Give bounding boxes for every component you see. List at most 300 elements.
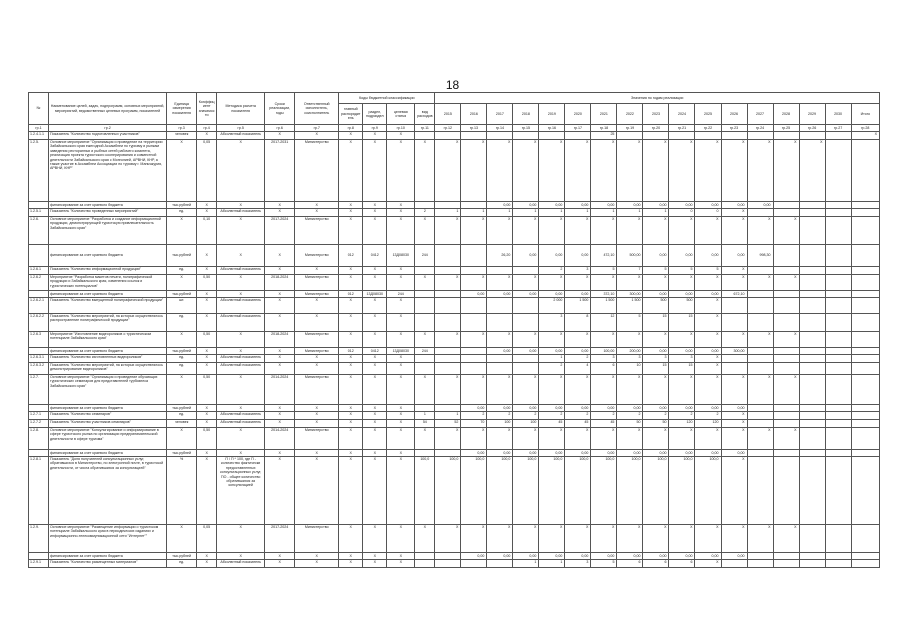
table-cell: Х (339, 298, 363, 314)
table-cell: 100,0 (513, 457, 539, 525)
table-cell (773, 457, 799, 525)
table-cell: Х (435, 140, 461, 202)
table-cell: Х (217, 405, 265, 412)
table-cell: 0,00 (513, 202, 539, 209)
column-number: гр.27 (825, 125, 851, 132)
table-cell: 0,00 (461, 405, 487, 412)
table-cell (461, 267, 487, 275)
row-number-cell (29, 291, 49, 298)
table-cell: 1 (617, 209, 643, 217)
table-cell: Х (617, 275, 643, 291)
table-cell (851, 275, 879, 291)
table-cell: Х (721, 457, 747, 525)
table-cell: 1 500 (617, 298, 643, 314)
table-cell: 100,0 (565, 457, 591, 525)
table-cell (435, 348, 461, 355)
table-cell: 45 (591, 420, 617, 428)
table-cell (461, 348, 487, 355)
table-cell: Х (695, 275, 721, 291)
table-cell (799, 363, 825, 375)
column-number: гр.18 (591, 125, 617, 132)
table-cell: Х (167, 332, 197, 348)
table-cell: Х (669, 375, 695, 405)
table-cell: 0,00 (591, 450, 617, 457)
table-cell: 13Д08030 (387, 245, 415, 267)
table-cell: Х (591, 525, 617, 553)
row-name-cell: Показатель "Количество информационной продукции" (49, 267, 167, 275)
table-cell (799, 348, 825, 355)
table-cell: Х (643, 217, 669, 245)
table-cell: 0,00 (513, 553, 539, 560)
table-cell: человек (167, 132, 197, 140)
header-number: № (29, 93, 49, 125)
table-cell (435, 267, 461, 275)
column-number: гр.5 (217, 125, 265, 132)
table-cell: Х (197, 267, 217, 275)
column-number: гр.4 (197, 125, 217, 132)
table-cell (825, 209, 851, 217)
table-cell: Х (363, 267, 387, 275)
table-cell: Х (265, 405, 295, 412)
table-cell: 0,00 (617, 405, 643, 412)
row-name-cell: финансирование за счет краевого бюджета (49, 245, 167, 267)
table-cell: 100,0 (461, 457, 487, 525)
table-cell: 0,00 (721, 450, 747, 457)
table-cell: Х (591, 217, 617, 245)
table-cell: Х (513, 275, 539, 291)
table-cell: Х (747, 332, 773, 348)
row-name-cell: Основное мероприятие "Консультирование и информирование в сфере туристского рынка по организации предпринимательской деятельности в сфере туризма" (49, 428, 167, 450)
table-cell: 0,00 (565, 291, 591, 298)
table-cell: 0,00 (487, 553, 513, 560)
table-cell: 1 (565, 209, 591, 217)
table-row (29, 209, 880, 217)
table-cell (539, 132, 565, 140)
table-cell: 45 (565, 420, 591, 428)
table-row (29, 428, 880, 450)
row-name-cell: Основное мероприятие "Организация и проведение обучающих туристических семинаров для представителей турбизнеса Забайкальского края" (49, 375, 167, 405)
table-cell: Х (591, 140, 617, 202)
table-cell: 0,00 (539, 553, 565, 560)
row-name-cell: финансирование за счет краевого бюджета (49, 450, 167, 457)
table-cell: Х (363, 275, 387, 291)
table-cell: Министерство (295, 525, 339, 553)
table-cell (415, 553, 435, 560)
table-cell: Х (565, 275, 591, 291)
table-cell: % (167, 457, 197, 525)
table-cell (799, 412, 825, 420)
table-cell: Х (197, 202, 217, 209)
table-cell: 0,00 (539, 245, 565, 267)
table-cell: Х (265, 245, 295, 267)
table-cell: Х (295, 209, 339, 217)
table-cell: 45 (539, 420, 565, 428)
table-cell: Х (721, 332, 747, 348)
table-cell: 0,00 (643, 202, 669, 209)
table-cell: Х (363, 412, 387, 420)
table-cell: Х (363, 314, 387, 332)
table-cell (799, 314, 825, 332)
table-cell (669, 132, 695, 140)
table-cell: Х (747, 428, 773, 450)
column-number: гр.12 (435, 125, 461, 132)
table-cell: Х (217, 291, 265, 298)
table-cell: Х (363, 457, 387, 525)
table-cell (461, 202, 487, 209)
table-cell: Х (387, 428, 415, 450)
table-cell: Х (695, 428, 721, 450)
table-cell: 0,00 (669, 202, 695, 209)
page-number: 18 (445, 78, 460, 92)
table-cell: Абсолютный показатель (217, 363, 265, 375)
table-cell: Х (295, 355, 339, 363)
table-cell: Абсолютный показатель (217, 420, 265, 428)
header-year: 2028 (773, 104, 799, 125)
column-number: гр.11 (415, 125, 435, 132)
table-cell: 500 (643, 298, 669, 314)
table-cell (825, 348, 851, 355)
table-cell: Х (363, 450, 387, 457)
table-cell: 2 (591, 412, 617, 420)
table-cell: Х (339, 332, 363, 348)
table-cell (799, 267, 825, 275)
table-cell (747, 560, 773, 568)
table-cell: 0,00 (513, 348, 539, 355)
table-cell: Х (747, 140, 773, 202)
table-cell: 1 (539, 355, 565, 363)
header-total: Итого (851, 104, 879, 125)
table-cell: 2 (539, 412, 565, 420)
table-row (29, 140, 880, 202)
table-cell: 0,00 (539, 348, 565, 355)
table-cell: 0,00 (695, 245, 721, 267)
table-cell: 3 (669, 355, 695, 363)
table-cell: 54 (415, 420, 435, 428)
table-cell (799, 209, 825, 217)
table-cell: Х (721, 267, 747, 275)
table-cell: Х (217, 348, 265, 355)
row-number-cell: 1.2.7.1 (29, 412, 49, 420)
table-cell: Х (217, 140, 265, 202)
table-cell (415, 202, 435, 209)
table-cell (851, 553, 879, 560)
table-cell: Х (721, 217, 747, 245)
table-cell: Х (295, 314, 339, 332)
table-cell (851, 217, 879, 245)
table-cell: Х (415, 332, 435, 348)
table-cell: Х (591, 428, 617, 450)
table-cell (435, 298, 461, 314)
table-cell: 6 (643, 560, 669, 568)
table-cell: 0,00 (695, 291, 721, 298)
table-cell: Х (197, 412, 217, 420)
table-cell (415, 298, 435, 314)
table-cell (799, 217, 825, 245)
column-number: гр.10 (387, 125, 415, 132)
table-cell (415, 450, 435, 457)
table-cell: 2014-2024 (265, 428, 295, 450)
table-cell: 1 (461, 209, 487, 217)
row-number-cell: 1.2.8.1 (29, 457, 49, 525)
table-cell: Х (387, 217, 415, 245)
row-name-cell: Показатель "Количество подготовленных участников" (49, 132, 167, 140)
table-cell: 0,00 (591, 202, 617, 209)
table-cell (435, 291, 461, 298)
table-cell (799, 405, 825, 412)
table-cell: Х (461, 525, 487, 553)
table-cell: 3 (617, 355, 643, 363)
table-cell: Х (695, 140, 721, 202)
table-cell: Министерство (295, 140, 339, 202)
column-number: гр.7 (295, 125, 339, 132)
table-cell (825, 355, 851, 363)
table-cell: Х (295, 405, 339, 412)
row-name-cell: Показатель "Количество семинаров" (49, 412, 167, 420)
table-cell: 500 (669, 298, 695, 314)
table-cell: 5 (591, 560, 617, 568)
table-cell: 0,00 (643, 405, 669, 412)
header-section: раздел, подраздел (363, 104, 387, 125)
table-cell: Х (387, 450, 415, 457)
table-cell: Х (435, 525, 461, 553)
table-cell: 100,0 (669, 457, 695, 525)
header-name: Наименование целей, задач, подпрограмм, основных мероприятий, мероприятий, ведомственных целевых программ, показателей (49, 93, 167, 125)
table-cell: Х (167, 275, 197, 291)
table-cell: 2 (565, 412, 591, 420)
table-cell: 372,10 (591, 291, 617, 298)
table-cell: Х (415, 140, 435, 202)
table-cell: 0,00 (565, 348, 591, 355)
table-cell (747, 457, 773, 525)
table-cell: Х (197, 420, 217, 428)
table-cell: Абсолютный показатель (217, 560, 265, 568)
table-cell: 100,0 (487, 457, 513, 525)
table-cell (825, 132, 851, 140)
table-cell: 1 (513, 209, 539, 217)
table-cell: 13Д08030 (387, 348, 415, 355)
column-number: гр.19 (617, 125, 643, 132)
header-year: 2026 (721, 104, 747, 125)
table-cell (851, 202, 879, 209)
table-cell (851, 332, 879, 348)
table-cell (565, 132, 591, 140)
table-cell: Х (339, 275, 363, 291)
table-cell: 6 (617, 560, 643, 568)
table-cell (825, 553, 851, 560)
table-cell (773, 202, 799, 209)
table-cell: 0,00 (565, 202, 591, 209)
table-cell (415, 132, 435, 140)
table-cell: Х (435, 332, 461, 348)
table-cell (461, 132, 487, 140)
table-cell: 0,00 (565, 553, 591, 560)
table-cell (773, 450, 799, 457)
table-cell: Х (387, 355, 415, 363)
table-cell (773, 267, 799, 275)
table-cell: 0,00 (461, 553, 487, 560)
table-cell: 0,00 (669, 291, 695, 298)
table-cell: ед. (167, 355, 197, 363)
table-cell (721, 560, 747, 568)
table-cell: 0,00 (513, 405, 539, 412)
table-cell: Х (435, 275, 461, 291)
table-cell: 300,00 (721, 348, 747, 355)
table-cell: Х (415, 217, 435, 245)
table-cell: Х (197, 314, 217, 332)
table-cell: Х (197, 553, 217, 560)
table-cell: Х (669, 332, 695, 348)
table-cell: 5 (643, 267, 669, 275)
row-number-cell (29, 450, 49, 457)
table-cell: 0,00 (721, 245, 747, 267)
table-cell: 15 (669, 363, 695, 375)
table-cell: Х (435, 217, 461, 245)
table-cell: 012 (339, 245, 363, 267)
table-cell: Х (217, 450, 265, 457)
table-cell: 0 (695, 209, 721, 217)
table-cell (773, 412, 799, 420)
table-cell: Министерство (295, 428, 339, 450)
column-number: гр.3 (167, 125, 197, 132)
table-cell: 0,00 (487, 291, 513, 298)
table-cell (851, 560, 879, 568)
table-cell (513, 298, 539, 314)
column-number: гр.24 (747, 125, 773, 132)
table-cell: 0,00 (695, 202, 721, 209)
table-cell: 0412 (363, 348, 387, 355)
header-expense-type: вид расходов (415, 104, 435, 125)
table-cell: Х (487, 332, 513, 348)
table-cell: 0,00 (513, 450, 539, 457)
table-cell: Х (415, 375, 435, 405)
table-cell: Абсолютный показатель (217, 412, 265, 420)
table-cell: 2017-2031 (265, 140, 295, 202)
table-cell: 0,00 (539, 202, 565, 209)
table-cell: Х (695, 363, 721, 375)
table-cell: Х (363, 420, 387, 428)
table-cell (825, 363, 851, 375)
table-cell: Х (461, 375, 487, 405)
table-cell (851, 314, 879, 332)
table-cell: Х (617, 140, 643, 202)
table-cell (773, 405, 799, 412)
table-cell: Х (363, 405, 387, 412)
row-number-cell: 1.2.6.1 (29, 267, 49, 275)
table-cell: Х (363, 553, 387, 560)
row-number-cell: 1.2.6.2.2 (29, 314, 49, 332)
table-cell (747, 355, 773, 363)
table-cell: Х (539, 525, 565, 553)
table-cell: 3 (591, 355, 617, 363)
table-cell (799, 275, 825, 291)
table-cell (799, 245, 825, 267)
table-cell: Х (773, 217, 799, 245)
table-cell: Х (591, 275, 617, 291)
row-name-cell: Показатель "Количество изготовленных видеороликов" (49, 355, 167, 363)
table-cell: Х (295, 202, 339, 209)
table-cell (773, 209, 799, 217)
table-cell: 0,00 (617, 553, 643, 560)
table-cell: Х (565, 217, 591, 245)
table-cell (825, 457, 851, 525)
table-row (29, 412, 880, 420)
table-cell (825, 245, 851, 267)
table-cell: 0,00 (565, 450, 591, 457)
table-cell: 100,0 (591, 457, 617, 525)
table-cell: Х (513, 525, 539, 553)
table-cell (513, 363, 539, 375)
table-cell: Х (773, 275, 799, 291)
table-cell: Х (617, 332, 643, 348)
table-cell: 0,00 (591, 553, 617, 560)
table-cell: Х (197, 291, 217, 298)
column-number: гр.20 (643, 125, 669, 132)
table-cell: 2 (539, 363, 565, 375)
table-cell: Х (363, 525, 387, 553)
table-cell: 0,00 (461, 450, 487, 457)
column-number: гр.23 (721, 125, 747, 132)
header-year: 2030 (825, 104, 851, 125)
table-cell: 2 (643, 412, 669, 420)
table-cell (825, 314, 851, 332)
table-cell: 100,0 (539, 457, 565, 525)
row-name-cell: финансирование за счет краевого бюджета (49, 291, 167, 298)
table-cell: Х (265, 298, 295, 314)
table-cell: 2017-2024 (265, 525, 295, 553)
table-cell (825, 450, 851, 457)
table-cell (747, 298, 773, 314)
table-cell: Х (387, 405, 415, 412)
table-cell: Х (721, 412, 747, 420)
table-cell: Х (591, 332, 617, 348)
table-cell: Х (265, 553, 295, 560)
header-year: 2023 (643, 104, 669, 125)
table-row (29, 132, 880, 140)
row-name-cell: Основное мероприятие "Разработка и создание информационной продукции, демонстрирующей туристскую привлекательность Забайкальского края" (49, 217, 167, 245)
table-cell: Х (339, 267, 363, 275)
table-row (29, 560, 880, 568)
table-cell: Х (217, 202, 265, 209)
column-number: гр.26 (799, 125, 825, 132)
table-cell (747, 412, 773, 420)
financing-row (29, 450, 880, 457)
table-cell: Х (539, 275, 565, 291)
table-cell: Х (387, 275, 415, 291)
table-cell: 70 (461, 420, 487, 428)
table-row (29, 525, 880, 553)
row-name-cell: финансирование за счет краевого бюджета (49, 405, 167, 412)
table-cell: Х (387, 525, 415, 553)
table-cell (487, 560, 513, 568)
table-cell: Х (617, 375, 643, 405)
table-cell: Х (643, 428, 669, 450)
table-cell: ед. (167, 267, 197, 275)
table-cell (799, 298, 825, 314)
row-number-cell: 1.2.6.3 (29, 332, 49, 348)
table-cell (435, 202, 461, 209)
table-cell: Х (265, 450, 295, 457)
table-cell: Х (591, 375, 617, 405)
table-cell: Х (721, 209, 747, 217)
table-cell (721, 314, 747, 332)
table-cell (461, 355, 487, 363)
table-cell (461, 245, 487, 267)
table-cell: 0,00 (643, 291, 669, 298)
table-cell (851, 375, 879, 405)
table-cell (773, 291, 799, 298)
table-cell: Х (217, 553, 265, 560)
table-cell (825, 405, 851, 412)
